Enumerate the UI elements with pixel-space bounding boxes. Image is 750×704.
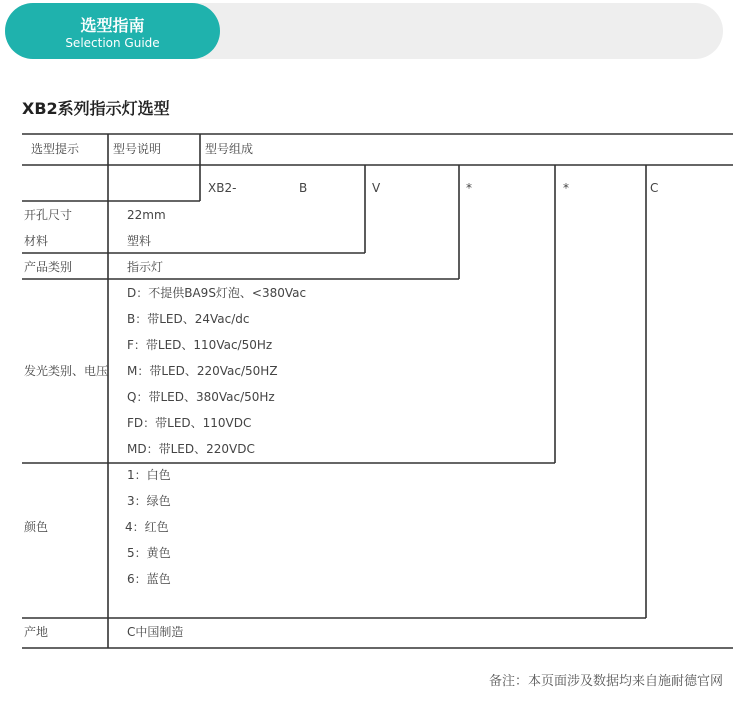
banner-title: 选型指南	[80, 16, 145, 35]
origin-value: C中国制造	[127, 625, 184, 639]
material-label: 材料	[24, 234, 49, 248]
code-part-origin: C	[650, 181, 659, 195]
page-title: XB2系列指示灯选型	[22, 99, 170, 118]
material-value: 塑料	[127, 234, 152, 248]
hole-size-value: 22mm	[127, 208, 166, 222]
banner-subtitle: Selection Guide	[65, 36, 160, 50]
color-option: 3：绿色	[127, 494, 171, 508]
header-model-description: 型号说明	[113, 142, 162, 156]
light-option: FD：带LED、110VDC	[127, 416, 252, 430]
category-label: 产品类别	[24, 260, 73, 274]
hole-size-label: 开孔尺寸	[24, 208, 73, 222]
light-option: D：不提供BA9S灯泡、<380Vac	[127, 286, 307, 300]
code-part-color: *	[563, 181, 569, 195]
color-option: 6：蓝色	[127, 572, 171, 586]
code-part-series: XB2-	[208, 181, 237, 195]
header-model-composition: 型号组成	[205, 142, 254, 156]
code-part-category: V	[372, 181, 381, 195]
category-value: 指示灯	[127, 260, 164, 274]
origin-label: 产地	[24, 625, 49, 639]
light-option: B：带LED、24Vac/dc	[127, 312, 250, 326]
color-option: 1：白色	[127, 468, 171, 482]
light-option: F：带LED、110Vac/50Hz	[127, 338, 273, 352]
footnote: 备注：本页面涉及数据均来自施耐德官网	[488, 674, 723, 689]
color-option: 4：红色	[125, 520, 169, 534]
header-selection-hint: 选型提示	[31, 142, 80, 156]
light-option: M：带LED、220Vac/50HZ	[127, 364, 278, 378]
color-option: 5：黄色	[127, 546, 171, 560]
code-part-light: *	[466, 181, 472, 195]
color-label: 颜色	[24, 520, 49, 534]
light-voltage-label: 发光类别、电压	[24, 364, 109, 378]
light-option: Q：带LED、380Vac/50Hz	[127, 390, 275, 404]
code-part-material: B	[299, 181, 308, 195]
light-option: MD：带LED、220VDC	[127, 442, 255, 456]
